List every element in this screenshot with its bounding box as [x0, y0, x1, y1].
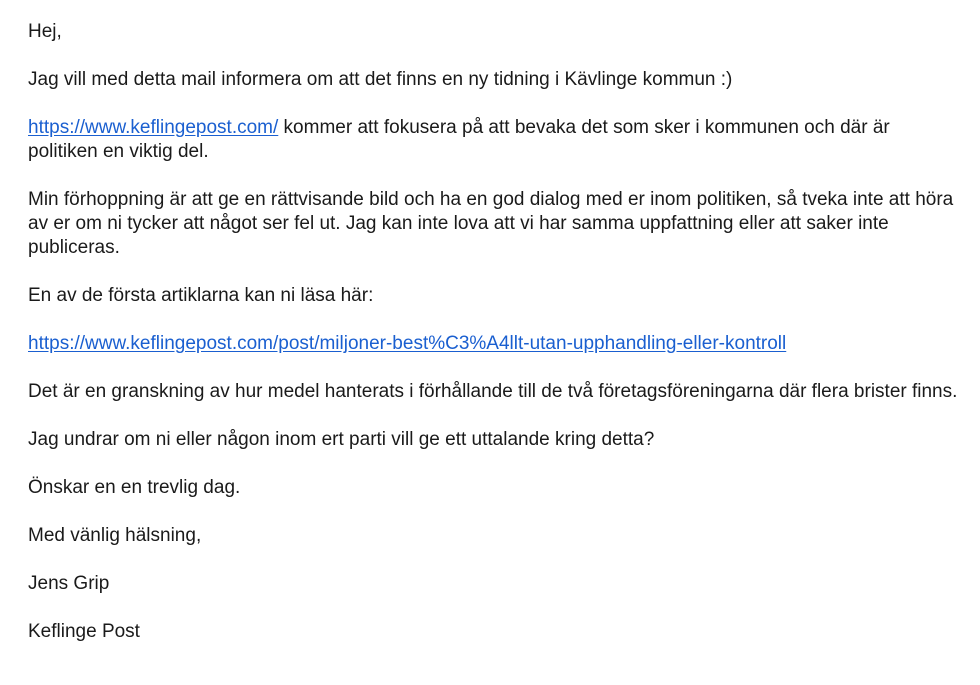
- email-body: [28, 20, 958, 644]
- sender-name: Jens Grip: [28, 573, 110, 594]
- question-paragraph: Jag undrar om ni eller någon inom ert parti vill ge ett uttalande kring detta?: [28, 429, 655, 450]
- wish-paragraph: Önskar en en trevlig dag.: [28, 477, 241, 498]
- article-link-paragraph: [28, 332, 958, 356]
- article-intro-paragraph: En av de första artiklarna kan ni läsa här:: [28, 285, 374, 306]
- greeting: Hej,: [28, 21, 62, 42]
- article-link[interactable]: https://www.keflingepost.com/post/miljoner-best%C3%A4llt-utan-upphandling-eller-kontroll: [28, 333, 787, 354]
- hope-paragraph: Min förhoppning är att ge en rättvisande bild och ha en god dialog med er inom politiken, så tveka inte att höra av er om ni tycker att något ser fel ut. Jag kan inte lova att vi har samma uppfattning eller att saker inte publiceras.: [28, 189, 954, 258]
- review-paragraph: Det är en granskning av hur medel hanterats i förhållande till de två företagsföreningarna där flera brister finns.: [28, 381, 958, 402]
- site-paragraph: [28, 116, 958, 164]
- closing: Med vänlig hälsning,: [28, 525, 202, 546]
- site-description: kommer att fokusera på att bevaka det som sker i kommunen och där är politiken en viktig del.: [28, 117, 890, 162]
- intro-paragraph: Jag vill med detta mail informera om att det finns en ny tidning i Kävlinge kommun :): [28, 69, 733, 90]
- site-link[interactable]: https://www.keflingepost.com/: [28, 117, 279, 138]
- sender-organization: Keflinge Post: [28, 621, 140, 642]
